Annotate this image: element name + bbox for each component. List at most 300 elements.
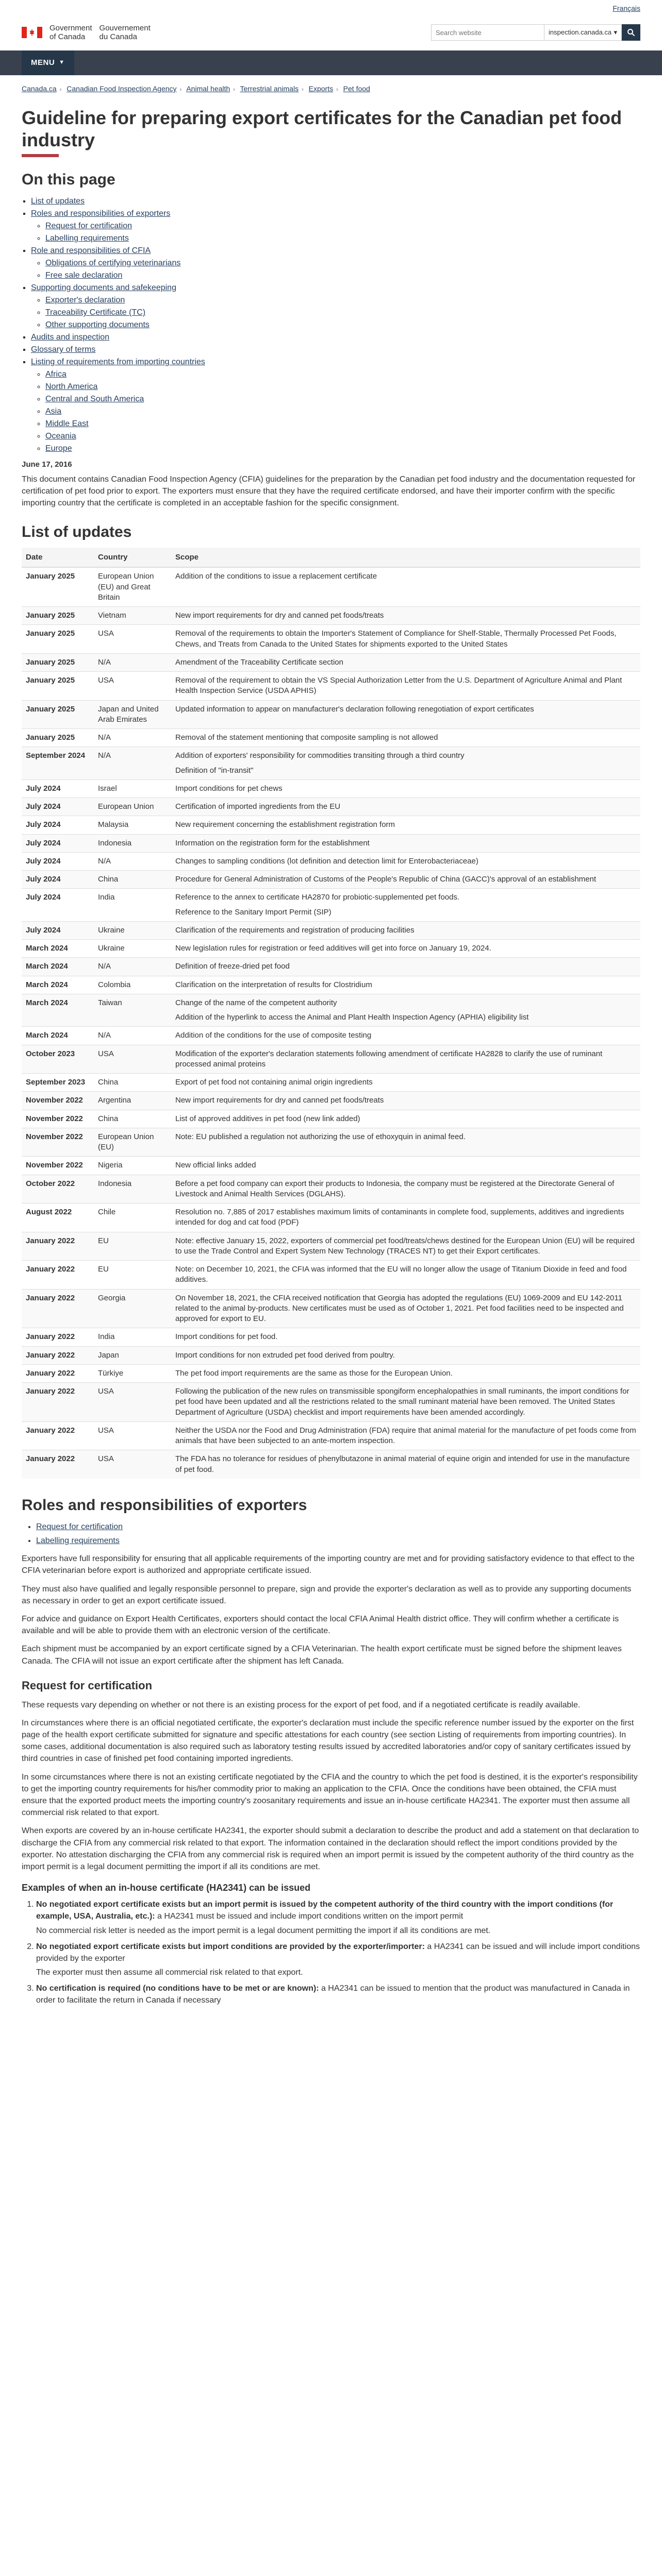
table-row [22,672,640,701]
cell-country: N/A [94,1027,171,1045]
search-button[interactable] [622,24,640,41]
table-row [22,1261,640,1290]
cell-date: March 2024 [22,994,94,1027]
scope-subtext: Addition of the hyperlink to access the Animal and Plant Health Inspection Agency (APHIA) eligibility list [175,1013,529,1022]
cell-scope [171,994,640,1027]
scope-text: Addition of the conditions to issue a replacement certificate [175,572,377,581]
toc-subitem [45,294,640,307]
brand-row [22,14,640,50]
cell-scope [171,1364,640,1382]
cell-scope [171,1261,640,1290]
cell-date: January 2025 [22,567,94,606]
cell-country: USA [94,1383,171,1422]
table-row [22,1383,640,1422]
table-row [22,1074,640,1092]
toc-subitem [45,430,640,443]
cell-scope [171,653,640,671]
cell-date: January 2025 [22,653,94,671]
toc-item [31,195,640,208]
updates-table [22,548,640,1479]
list-item [36,1535,640,1547]
cell-country: Nigeria [94,1157,171,1175]
scope-text: Resolution no. 7,885 of 2017 establishes maximum limits of contaminants in complete food, supplements, additives and ingredients intended for dog and cat food (PDF) [175,1208,624,1227]
chevron-right-icon: › [179,87,182,93]
scope-text: Modification of the exporter's declaration statements following amendment of certificate HA2828 to clarify the use of ruminant processed animal proteins [175,1049,603,1069]
cell-scope [171,852,640,870]
example-item [36,1982,640,2006]
cell-scope [171,1421,640,1450]
main-content [22,75,640,2007]
scope-text: List of approved additives in pet food (new link added) [175,1114,360,1123]
language-toggle-link[interactable]: Français [613,4,640,12]
toc-link[interactable]: Central and South America [45,395,144,404]
cell-scope [171,1045,640,1074]
toc-link[interactable]: Europe [45,444,72,453]
cell-country: Japan [94,1346,171,1364]
table-row [22,700,640,729]
cell-country: China [94,1110,171,1128]
scope-text: Removal of the requirements to obtain the Importer's Statement of Compliance for Shelf-Stable, Thermally Processed Pet Foods, Chews, and Treats from Canada to the United States for shipments exported to the United States [175,629,617,649]
menu-bar [0,50,662,75]
table-row [22,1232,640,1261]
cell-country: Türkiye [94,1364,171,1382]
table-row [22,1045,640,1074]
table-row [22,1450,640,1479]
table-row [22,1027,640,1045]
examples-list [36,1899,640,2007]
chevron-right-icon: › [59,87,62,93]
column-header: Date [22,548,94,568]
cell-date: March 2024 [22,976,94,994]
scope-text: Amendment of the Traceability Certificate section [175,657,343,667]
cell-scope [171,798,640,816]
scope-text: The pet food import requirements are the same as those for the European Union. [175,1368,453,1378]
chevron-right-icon: › [336,87,338,93]
cell-scope [171,700,640,729]
toc-item [31,331,640,344]
breadcrumb-link[interactable]: Terrestrial animals [240,84,299,93]
table-row [22,958,640,976]
table-row [22,816,640,834]
toc-link[interactable]: Labelling requirements [45,234,129,243]
toc-subitem [45,381,640,393]
cell-date: July 2024 [22,921,94,939]
cell-date: November 2022 [22,1110,94,1128]
cell-country: Ukraine [94,921,171,939]
cell-scope [171,779,640,798]
toc-link[interactable]: Supporting documents and safekeeping [31,283,176,293]
cell-date: January 2025 [22,625,94,654]
request-paragraph: In circumstances where there is an official negotiated certificate, the exporter's declaration must include the specific reference number issued by the exporter on the first page of the health export certificate submitted for signature and specific attestations for each country (see section Listing of requirements from importing countries). In some cases, additional documentation is also required such as laboratory testing results issued by accredited laboratories and/or copy of sanitary certificates issued by third countries in case of finished pet food containing imported ingredients. [22,1718,634,1764]
cell-date: January 2022 [22,1289,94,1328]
toc-link[interactable]: Other supporting documents [45,320,150,330]
scope-text: Removal of the requirement to obtain the VS Special Authorization Letter from the U.S. Department of Agriculture Animal and Plant Health Inspection Service (USDA APHIS) [175,676,622,696]
search-input[interactable] [431,24,544,41]
cell-scope [171,607,640,625]
table-row [22,921,640,939]
table-row [22,1175,640,1204]
scope-text: New import requirements for dry and canned pet foods/treats [175,1096,384,1105]
cell-date: November 2022 [22,1092,94,1110]
cell-date: September 2024 [22,747,94,780]
toc-link[interactable]: Audits and inspection [31,333,110,342]
cell-date: January 2022 [22,1364,94,1382]
cell-scope [171,958,640,976]
cell-date: January 2022 [22,1450,94,1479]
scope-text: Note: on December 10, 2021, the CFIA was informed that the EU will no longer allow the usage of Titanium Dioxide in feed and food additives. [175,1265,627,1284]
search-form [431,24,640,41]
scope-text: Addition of the conditions for the use of composite testing [175,1031,372,1040]
example-note: No commercial risk letter is needed as the import permit is a legal document permitting the import if all its conditions are met. [36,1926,491,1935]
cell-country: European Union (EU) [94,1128,171,1157]
menu-button[interactable]: MENU ▼ [22,50,74,75]
scope-text: Removal of the statement mentioning that composite sampling is not allowed [175,733,438,742]
cell-country: India [94,889,171,922]
toc-subitem [45,307,640,319]
toc-subitem [45,443,640,455]
search-scope-select[interactable] [544,24,622,41]
toc-subitem [45,220,640,232]
cell-date: January 2022 [22,1328,94,1346]
toc-heading: On this page [22,171,115,189]
cell-country: N/A [94,852,171,870]
cell-date: July 2024 [22,816,94,834]
toc-subitem [45,405,640,418]
toc-link[interactable]: North America [45,382,98,392]
cell-date: August 2022 [22,1204,94,1232]
breadcrumb-link[interactable]: Animal health [186,84,230,93]
cell-country: China [94,1074,171,1092]
cell-scope [171,1157,640,1175]
toc-subitem [45,319,640,331]
table-header-row [22,548,640,568]
cell-country: USA [94,1450,171,1479]
cell-date: July 2024 [22,834,94,852]
table-row [22,834,640,852]
chevron-down-icon: ▾ [614,28,617,36]
toc-subitem [45,393,640,405]
cell-date: January 2025 [22,729,94,747]
cell-country: N/A [94,958,171,976]
table-row [22,1110,640,1128]
cell-country: Israel [94,779,171,798]
intro-paragraph: This document contains Canadian Food Inspection Agency (CFIA) guidelines for the preparation by the Canadian pet food industry and the documentation requested for certification of pet food prior to export. The exporters must ensure that they have the required certificate endorsed, and have their importer confirm with the specific importing country that the certificate is completed in an acceptable fashion for the specific consignment. [22,475,636,508]
toc-link[interactable]: Role and responsibilities of CFIA [31,246,151,256]
cell-country: Japan and United Arab Emirates [94,700,171,729]
cell-scope [171,889,640,922]
cell-date: March 2024 [22,1027,94,1045]
cell-scope [171,871,640,889]
cell-date: March 2024 [22,958,94,976]
cell-date: January 2022 [22,1383,94,1422]
scope-text: Addition of exporters' responsibility for commodities transiting through a third country [175,751,465,760]
scope-text: Import conditions for pet food. [175,1332,278,1342]
example-text: a HA2341 can be issued and will include import conditions provided by the exporter [36,1942,640,1963]
example-lead: No negotiated export certificate exists but an import permit is issued by the competent authority of the third country with the import conditions (for example, USA, Australia, etc.): [36,1900,614,1921]
roles-links [36,1521,640,1547]
cell-country: Taiwan [94,994,171,1027]
toc-item [31,245,640,282]
cell-country: EU [94,1232,171,1261]
examples-heading: Examples of when an in-house certificate (HA2341) can be issued [22,1883,311,1893]
cell-country: Indonesia [94,1175,171,1204]
cell-country: China [94,871,171,889]
breadcrumb-link[interactable]: Pet food [343,84,370,93]
table-row [22,1289,640,1328]
toc-subitem [45,257,640,269]
canada-flag-icon [22,27,42,38]
cell-country: Argentina [94,1092,171,1110]
language-bar [22,0,640,14]
table-row [22,798,640,816]
scope-text: New requirement concerning the establishment registration form [175,820,395,829]
toc-link[interactable]: Traceability Certificate (TC) [45,308,146,317]
cell-country: USA [94,625,171,654]
scope-text: Import conditions for non extruded pet food derived from poultry. [175,1350,395,1360]
cell-date: November 2022 [22,1128,94,1157]
scope-text: Note: EU published a regulation not authorizing the use of ethoxyquin in animal feed. [175,1132,466,1141]
table-row [22,567,640,606]
scope-text: Change of the name of the competent authority [175,998,337,1007]
breadcrumb [22,75,640,99]
cell-scope [171,567,640,606]
table-row [22,1092,640,1110]
cell-country: India [94,1328,171,1346]
scope-text: Clarification of the requirements and registration of producing facilities [175,925,415,935]
table-row [22,653,640,671]
cell-scope [171,1232,640,1261]
chevron-down-icon: ▼ [59,59,65,66]
cell-date: July 2024 [22,779,94,798]
cell-scope [171,1204,640,1232]
scope-text: Information on the registration form for the establishment [175,838,370,848]
scope-text: New official links added [175,1161,256,1170]
gov-wordmark-en: Government of Canada [49,23,92,41]
example-item [36,1941,640,1979]
cell-date: January 2025 [22,672,94,701]
toc-link[interactable]: Africa [45,370,67,379]
example-text: a HA2341 can be issued to mention that the product was manufactured in Canada in order to facilitate the return in Canada if necessary [36,1984,630,2005]
column-header: Country [94,548,171,568]
table-row [22,747,640,780]
cell-scope [171,1128,640,1157]
scope-text: Updated information to appear on manufacturer's declaration following renegotiation of export certificates [175,704,534,714]
table-row [22,976,640,994]
cell-date: October 2023 [22,1045,94,1074]
toc-link[interactable]: Listing of requirements from importing countries [31,358,205,367]
chevron-right-icon: › [302,87,304,93]
chevron-right-icon: › [233,87,235,93]
cell-country: Georgia [94,1289,171,1328]
table-of-contents [31,195,640,455]
cell-scope [171,672,640,701]
scope-text: Clarification on the interpretation of results for Clostridium [175,980,372,989]
request-heading: Request for certification [22,1679,153,1692]
scope-text: Procedure for General Administration of Customs of the People's Republic of China (GACC)'s approval of an establishment [175,875,597,884]
toc-link[interactable]: Request for certification [45,222,133,231]
cell-scope [171,816,640,834]
cell-date: January 2022 [22,1421,94,1450]
table-row [22,779,640,798]
cell-scope [171,1289,640,1328]
table-row [22,1421,640,1450]
toc-subitem [45,269,640,282]
table-row [22,852,640,870]
cell-country: N/A [94,729,171,747]
toc-link[interactable]: Obligations of certifying veterinarians [45,259,181,268]
toc-link[interactable]: Roles and responsibilities of exporters [31,209,171,218]
cell-scope [171,1092,640,1110]
cell-scope [171,921,640,939]
cell-scope [171,1110,640,1128]
request-paragraph: In some circumstances where there is not an existing certificate negotiated by the CFIA and the country to which the pet food is destined, it is the exporter's responsibility to get the importing country requirements for his/her commodity prior to making an application to the CFIA. Once the conditions have been obtained, the CFIA must ensure that the exported product meets the importing country's zoosanitary requirements and issue an in-house certificate HA2341. The exporter must then assume all commercial risk related to that export. [22,1772,638,1818]
cell-country: Indonesia [94,834,171,852]
cell-date: November 2022 [22,1157,94,1175]
cell-date: January 2022 [22,1261,94,1290]
breadcrumb-link[interactable]: Canada.ca [22,84,57,93]
table-row [22,1157,640,1175]
roles-heading: Roles and responsibilities of exporters [22,1496,307,1514]
cell-country: Vietnam [94,607,171,625]
publish-date: June 17, 2016 [22,460,72,469]
table-row [22,1346,640,1364]
cell-scope [171,729,640,747]
table-row [22,607,640,625]
cell-date: January 2022 [22,1346,94,1364]
cell-scope [171,834,640,852]
column-header: Scope [171,548,640,568]
cell-country: N/A [94,653,171,671]
toc-link[interactable]: Exporter's declaration [45,296,125,305]
cell-scope [171,1383,640,1422]
scope-text: Neither the USDA nor the Food and Drug Administration (FDA) require that animal material for the manufacture of pet foods come from animals that have been subjected to an ante-mortem inspection. [175,1426,636,1446]
request-paragraph: These requests vary depending on whether or not there is an existing process for the export of pet food, and if a negotiated certificate is readily available. [22,1700,581,1709]
example-text: a HA2341 must be issued and include import conditions written on the import permit [155,1912,464,1921]
cell-country: Colombia [94,976,171,994]
cell-date: July 2024 [22,852,94,870]
cell-country: USA [94,672,171,701]
cell-country: USA [94,1421,171,1450]
cell-country: Chile [94,1204,171,1232]
cell-date: September 2023 [22,1074,94,1092]
scope-text: Before a pet food company can export their products to Indonesia, the company must be registered at the Directorate General of Livestock and Animal Health Services (DGLAHS). [175,1179,615,1198]
section-link[interactable]: Labelling requirements [36,1536,120,1546]
toc-subitem [45,368,640,381]
toc-item [31,356,640,455]
scope-text: The FDA has no tolerance for residues of phenylbutazone in animal material of equine origin and intended for use in the manufacture of pet food. [175,1454,630,1474]
toc-link[interactable]: Free sale declaration [45,271,123,280]
updates-heading: List of updates [22,523,132,540]
cell-date: January 2025 [22,607,94,625]
section-link[interactable]: Request for certification [36,1522,123,1531]
table-row [22,1204,640,1232]
cell-country: Ukraine [94,940,171,958]
updates-table-body [22,567,640,1479]
cell-date: July 2024 [22,871,94,889]
toc-link[interactable]: Middle East [45,419,89,429]
scope-text: Note: effective January 15, 2022, exporters of commercial pet food/treats/chews destined for the European Union (EU) will be required to use the Trade Control and Expert System New Technology (TRACES NT) to get their Export certificates. [175,1236,635,1256]
scope-text: Following the publication of the new rules on transmissible spongiform encephalopathies in small ruminants, the import conditions for pet food have been updated and all the restrictions related to the small ruminant material have been removed. The United States Department of Agriculture (USDA) checklist and import requirements have been amended accordingly. [175,1387,630,1417]
toc-item [31,344,640,356]
page-title: Guideline for preparing export certificates for the Canadian pet food industry [22,107,640,157]
scope-subtext: Definition of "in-transit" [175,766,254,775]
scope-text: Import conditions for pet chews [175,784,283,793]
cell-scope [171,625,640,654]
cell-scope [171,1346,640,1364]
breadcrumb-link[interactable]: Canadian Food Inspection Agency [67,84,177,93]
cell-scope [171,1328,640,1346]
example-lead: No certification is required (no conditions have to be met or are known): [36,1984,319,1993]
scope-text: New import requirements for dry and canned pet foods/treats [175,611,384,620]
gov-logo[interactable] [22,24,151,42]
request-paragraph: When exports are covered by an in-house certificate HA2341, the exporter should submit a declaration to describe the product and add a statement on that declaration to discharge the CFIA from any commercial risk related to that export. The information contained in the declaration should reflect the import conditions provided by the exporter. No attestation discharging the CFIA from any commercial risk is required when an import permit is issued by the competent authority of the third country as the import permit is a legal document permitting the import if all its conditions are met. [22,1826,639,1871]
table-row [22,729,640,747]
toc-link[interactable]: Glossary of terms [31,345,96,354]
toc-item [31,282,640,331]
cell-country: USA [94,1045,171,1074]
cell-date: July 2024 [22,798,94,816]
scope-text: On November 18, 2021, the CFIA received notification that Georgia has adopted the regulations (EU) 1069-2009 and EU 142-2011 related to the animal by-products. New certificates must be used as of October 1, 2021. Pet food facilities need to be inspected and approved for export to EU. [175,1293,624,1324]
table-row [22,625,640,654]
example-lead: No negotiated export certificate exists but import conditions are provided by the exporter/importer: [36,1942,425,1951]
example-note: The exporter must then assume all commercial risk related to that export. [36,1968,303,1977]
toc-item [31,208,640,245]
table-row [22,889,640,922]
cell-scope [171,747,640,780]
example-item [36,1899,640,1937]
cell-date: January 2025 [22,700,94,729]
scope-text: Certification of imported ingredients from the EU [175,802,341,811]
cell-country: European Union [94,798,171,816]
cell-scope [171,1074,640,1092]
roles-paragraph: Exporters have full responsibility for ensuring that all applicable requirements of the importing country are met and for providing satisfactory evidence to that effect to the CFIA veterinarian before export is authorized and appropriate certificate issued. [22,1554,635,1575]
scope-text: Export of pet food not containing animal origin ingredients [175,1078,373,1087]
toc-link[interactable]: Asia [45,407,62,416]
cell-date: March 2024 [22,940,94,958]
toc-subitem [45,232,640,245]
cell-scope [171,940,640,958]
scope-text: Reference to the annex to certificate HA2870 for probiotic-supplemented pet foods. [175,893,460,902]
scope-text: New legislation rules for registration or feed additives will get into force on January 19, 2024. [175,944,491,953]
cell-scope [171,1027,640,1045]
breadcrumb-link[interactable]: Exports [308,84,334,93]
roles-paragraph: They must also have qualified and legally responsible personnel to prepare, sign and provide the exporter's declaration as well as to provide any supporting documents as necessary in order to get an export certificate issued. [22,1584,632,1605]
toc-subitem [45,418,640,430]
table-row [22,1364,640,1382]
cell-date: October 2022 [22,1175,94,1204]
list-item [36,1521,640,1533]
cell-date: July 2024 [22,889,94,922]
cell-date: January 2022 [22,1232,94,1261]
search-icon [627,28,635,37]
cell-scope [171,1450,640,1479]
cell-country: EU [94,1261,171,1290]
toc-link[interactable]: Oceania [45,432,76,441]
table-row [22,994,640,1027]
toc-link[interactable]: List of updates [31,197,85,206]
table-row [22,871,640,889]
cell-country: N/A [94,747,171,780]
scope-text: Definition of freeze-dried pet food [175,962,290,971]
scope-subtext: Reference to the Sanitary Import Permit (SIP) [175,907,332,917]
roles-paragraph: Each shipment must be accompanied by an export certificate signed by a CFIA Veterinarian. The health export certificate must be signed before the shipment leaves Canada. The CFIA will not issue an export certificate after the shipment has left Canada. [22,1645,622,1666]
table-row [22,1328,640,1346]
scope-text: Changes to sampling conditions (lot definition and detection limit for Enterobacteriaceae) [175,856,478,866]
search-scope-value: inspection.canada.ca [549,28,612,36]
cell-scope [171,976,640,994]
roles-paragraph: For advice and guidance on Export Health Certificates, exporters should contact the local CFIA Animal Health district office. They will confirm whether a certificate is available and will be able to provide them with an electronic version of the certificate. [22,1615,619,1636]
cell-scope [171,1175,640,1204]
